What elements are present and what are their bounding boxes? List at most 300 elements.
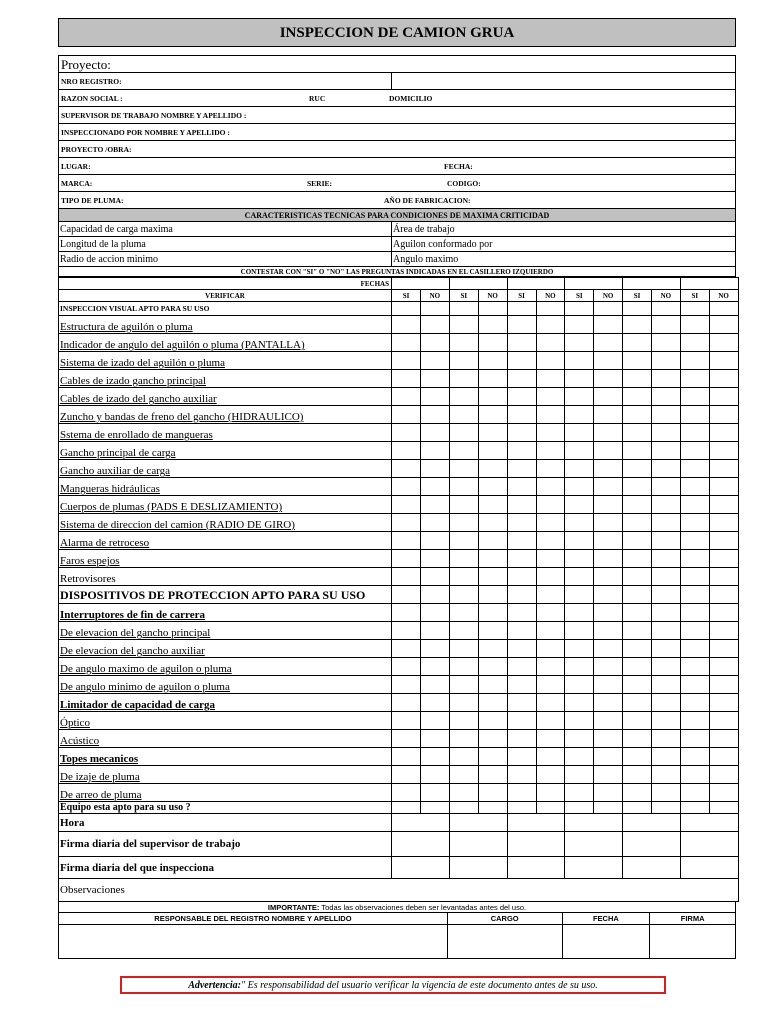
check-cell[interactable] xyxy=(449,334,478,352)
footer-cell[interactable] xyxy=(623,814,681,832)
check-cell[interactable] xyxy=(565,424,594,442)
check-cell[interactable] xyxy=(709,766,738,784)
check-cell[interactable] xyxy=(392,730,421,748)
check-cell[interactable] xyxy=(565,730,594,748)
check-cell[interactable] xyxy=(709,424,738,442)
check-cell[interactable] xyxy=(565,460,594,478)
check-cell[interactable] xyxy=(594,316,623,334)
header-row[interactable] xyxy=(58,124,736,141)
check-cell[interactable] xyxy=(652,784,681,802)
check-cell[interactable] xyxy=(623,532,652,550)
check-cell[interactable] xyxy=(652,460,681,478)
check-cell[interactable] xyxy=(421,748,450,766)
check-cell[interactable] xyxy=(449,658,478,676)
check-cell[interactable] xyxy=(680,550,709,568)
check-cell[interactable] xyxy=(623,586,652,604)
check-cell[interactable] xyxy=(652,604,681,622)
check-cell[interactable] xyxy=(536,370,565,388)
check-cell[interactable] xyxy=(680,676,709,694)
check-cell[interactable] xyxy=(392,370,421,388)
footer-cell[interactable] xyxy=(449,814,507,832)
check-cell[interactable] xyxy=(680,568,709,586)
check-cell[interactable] xyxy=(680,334,709,352)
check-cell[interactable] xyxy=(652,658,681,676)
check-cell[interactable] xyxy=(449,424,478,442)
check-cell[interactable] xyxy=(565,550,594,568)
footer-cell[interactable] xyxy=(623,832,681,857)
check-cell[interactable] xyxy=(623,460,652,478)
check-cell[interactable] xyxy=(421,694,450,712)
check-cell[interactable] xyxy=(680,586,709,604)
header-row[interactable] xyxy=(58,90,736,107)
check-cell[interactable] xyxy=(680,316,709,334)
check-cell[interactable] xyxy=(392,622,421,640)
check-cell[interactable] xyxy=(680,406,709,424)
check-cell[interactable] xyxy=(421,406,450,424)
check-cell[interactable] xyxy=(507,694,536,712)
check-cell[interactable] xyxy=(478,424,507,442)
check-cell[interactable] xyxy=(536,766,565,784)
check-cell[interactable] xyxy=(507,424,536,442)
check-cell[interactable] xyxy=(565,586,594,604)
check-cell[interactable] xyxy=(680,640,709,658)
check-cell[interactable] xyxy=(594,532,623,550)
check-cell[interactable] xyxy=(507,676,536,694)
check-cell[interactable] xyxy=(652,586,681,604)
check-cell[interactable] xyxy=(507,514,536,532)
check-cell[interactable] xyxy=(680,748,709,766)
check-cell[interactable] xyxy=(507,316,536,334)
check-cell[interactable] xyxy=(536,478,565,496)
check-cell[interactable] xyxy=(478,730,507,748)
check-cell[interactable] xyxy=(507,586,536,604)
check-cell[interactable] xyxy=(449,676,478,694)
check-cell[interactable] xyxy=(623,784,652,802)
check-cell[interactable] xyxy=(421,802,450,814)
check-cell[interactable] xyxy=(392,406,421,424)
check-cell[interactable] xyxy=(594,352,623,370)
check-cell[interactable] xyxy=(478,302,507,316)
check-cell[interactable] xyxy=(565,640,594,658)
check-cell[interactable] xyxy=(507,622,536,640)
check-cell[interactable] xyxy=(709,532,738,550)
observaciones-label[interactable]: Observaciones xyxy=(59,879,739,902)
tech-label-right[interactable]: Área de trabajo xyxy=(393,224,455,235)
check-cell[interactable] xyxy=(421,352,450,370)
check-cell[interactable] xyxy=(565,604,594,622)
check-cell[interactable] xyxy=(392,388,421,406)
check-cell[interactable] xyxy=(507,568,536,586)
check-cell[interactable] xyxy=(565,370,594,388)
check-cell[interactable] xyxy=(594,514,623,532)
check-cell[interactable] xyxy=(449,586,478,604)
check-cell[interactable] xyxy=(421,730,450,748)
check-cell[interactable] xyxy=(680,478,709,496)
footer-cell[interactable] xyxy=(507,832,565,857)
header-row[interactable] xyxy=(58,107,736,124)
check-cell[interactable] xyxy=(709,802,738,814)
check-cell[interactable] xyxy=(709,568,738,586)
check-cell[interactable] xyxy=(680,442,709,460)
check-cell[interactable] xyxy=(565,676,594,694)
check-cell[interactable] xyxy=(565,766,594,784)
check-cell[interactable] xyxy=(421,388,450,406)
check-cell[interactable] xyxy=(478,550,507,568)
check-cell[interactable] xyxy=(392,766,421,784)
check-cell[interactable] xyxy=(478,694,507,712)
check-cell[interactable] xyxy=(536,532,565,550)
check-cell[interactable] xyxy=(421,586,450,604)
footer-cell[interactable] xyxy=(680,832,738,857)
check-cell[interactable] xyxy=(421,604,450,622)
check-cell[interactable] xyxy=(478,784,507,802)
check-cell[interactable] xyxy=(680,460,709,478)
check-cell[interactable] xyxy=(594,766,623,784)
check-cell[interactable] xyxy=(623,640,652,658)
check-cell[interactable] xyxy=(536,748,565,766)
check-cell[interactable] xyxy=(680,352,709,370)
check-cell[interactable] xyxy=(536,302,565,316)
fecha-cell[interactable] xyxy=(680,278,738,290)
check-cell[interactable] xyxy=(478,316,507,334)
check-cell[interactable] xyxy=(680,712,709,730)
proyecto-field[interactable]: Proyecto: xyxy=(58,55,736,73)
check-cell[interactable] xyxy=(536,334,565,352)
check-cell[interactable] xyxy=(623,424,652,442)
check-cell[interactable] xyxy=(652,370,681,388)
check-cell[interactable] xyxy=(709,676,738,694)
check-cell[interactable] xyxy=(392,802,421,814)
check-cell[interactable] xyxy=(565,694,594,712)
check-cell[interactable] xyxy=(507,658,536,676)
check-cell[interactable] xyxy=(421,550,450,568)
check-cell[interactable] xyxy=(594,784,623,802)
check-cell[interactable] xyxy=(623,388,652,406)
check-cell[interactable] xyxy=(652,622,681,640)
check-cell[interactable] xyxy=(709,730,738,748)
check-cell[interactable] xyxy=(709,442,738,460)
check-cell[interactable] xyxy=(392,478,421,496)
check-cell[interactable] xyxy=(392,352,421,370)
check-cell[interactable] xyxy=(652,550,681,568)
fecha-cell[interactable] xyxy=(507,278,565,290)
check-cell[interactable] xyxy=(623,550,652,568)
check-cell[interactable] xyxy=(709,478,738,496)
check-cell[interactable] xyxy=(680,730,709,748)
check-cell[interactable] xyxy=(709,352,738,370)
check-cell[interactable] xyxy=(623,352,652,370)
check-cell[interactable] xyxy=(421,334,450,352)
check-cell[interactable] xyxy=(623,568,652,586)
check-cell[interactable] xyxy=(594,658,623,676)
check-cell[interactable] xyxy=(565,514,594,532)
check-cell[interactable] xyxy=(652,302,681,316)
check-cell[interactable] xyxy=(652,568,681,586)
check-cell[interactable] xyxy=(594,370,623,388)
check-cell[interactable] xyxy=(392,442,421,460)
check-cell[interactable] xyxy=(507,496,536,514)
check-cell[interactable] xyxy=(421,784,450,802)
footer-cell[interactable] xyxy=(565,857,623,879)
check-cell[interactable] xyxy=(392,712,421,730)
check-cell[interactable] xyxy=(623,406,652,424)
tech-label-left[interactable]: Radio de accion minimo xyxy=(59,252,392,266)
check-cell[interactable] xyxy=(449,514,478,532)
check-cell[interactable] xyxy=(421,676,450,694)
header-row[interactable] xyxy=(58,192,736,209)
check-cell[interactable] xyxy=(623,496,652,514)
check-cell[interactable] xyxy=(421,712,450,730)
check-cell[interactable] xyxy=(536,658,565,676)
check-cell[interactable] xyxy=(478,604,507,622)
check-cell[interactable] xyxy=(507,478,536,496)
check-cell[interactable] xyxy=(594,442,623,460)
check-cell[interactable] xyxy=(652,532,681,550)
responsable-column[interactable] xyxy=(650,913,735,958)
check-cell[interactable] xyxy=(449,730,478,748)
check-cell[interactable] xyxy=(623,334,652,352)
check-cell[interactable] xyxy=(709,514,738,532)
check-cell[interactable] xyxy=(536,442,565,460)
check-cell[interactable] xyxy=(449,352,478,370)
fecha-cell[interactable] xyxy=(565,278,623,290)
check-cell[interactable] xyxy=(392,514,421,532)
check-cell[interactable] xyxy=(565,388,594,406)
check-cell[interactable] xyxy=(623,514,652,532)
header-row[interactable] xyxy=(58,175,736,192)
check-cell[interactable] xyxy=(507,334,536,352)
check-cell[interactable] xyxy=(507,748,536,766)
check-cell[interactable] xyxy=(536,550,565,568)
check-cell[interactable] xyxy=(652,514,681,532)
check-cell[interactable] xyxy=(421,532,450,550)
check-cell[interactable] xyxy=(680,802,709,814)
check-cell[interactable] xyxy=(507,388,536,406)
check-cell[interactable] xyxy=(449,370,478,388)
footer-cell[interactable] xyxy=(507,857,565,879)
check-cell[interactable] xyxy=(623,712,652,730)
check-cell[interactable] xyxy=(623,302,652,316)
check-cell[interactable] xyxy=(507,784,536,802)
check-cell[interactable] xyxy=(478,442,507,460)
check-cell[interactable] xyxy=(478,766,507,784)
check-cell[interactable] xyxy=(680,532,709,550)
check-cell[interactable] xyxy=(594,802,623,814)
check-cell[interactable] xyxy=(565,442,594,460)
check-cell[interactable] xyxy=(652,424,681,442)
check-cell[interactable] xyxy=(594,496,623,514)
check-cell[interactable] xyxy=(623,802,652,814)
check-cell[interactable] xyxy=(565,334,594,352)
check-cell[interactable] xyxy=(536,388,565,406)
check-cell[interactable] xyxy=(478,406,507,424)
check-cell[interactable] xyxy=(449,748,478,766)
check-cell[interactable] xyxy=(449,694,478,712)
check-cell[interactable] xyxy=(478,748,507,766)
check-cell[interactable] xyxy=(449,604,478,622)
check-cell[interactable] xyxy=(449,478,478,496)
check-cell[interactable] xyxy=(680,514,709,532)
check-cell[interactable] xyxy=(392,604,421,622)
footer-cell[interactable] xyxy=(449,832,507,857)
check-cell[interactable] xyxy=(709,460,738,478)
check-cell[interactable] xyxy=(680,302,709,316)
check-cell[interactable] xyxy=(421,442,450,460)
fecha-cell[interactable] xyxy=(623,278,681,290)
check-cell[interactable] xyxy=(565,748,594,766)
check-cell[interactable] xyxy=(709,694,738,712)
check-cell[interactable] xyxy=(421,424,450,442)
footer-cell[interactable] xyxy=(680,857,738,879)
header-row[interactable] xyxy=(58,73,736,90)
check-cell[interactable] xyxy=(449,622,478,640)
check-cell[interactable] xyxy=(709,406,738,424)
responsable-column[interactable] xyxy=(563,913,651,958)
check-cell[interactable] xyxy=(680,694,709,712)
check-cell[interactable] xyxy=(594,712,623,730)
check-cell[interactable] xyxy=(623,676,652,694)
tech-label-right[interactable]: Aguilon conformado por xyxy=(393,239,493,250)
check-cell[interactable] xyxy=(536,586,565,604)
check-cell[interactable] xyxy=(536,352,565,370)
check-cell[interactable] xyxy=(623,766,652,784)
check-cell[interactable] xyxy=(421,658,450,676)
check-cell[interactable] xyxy=(449,460,478,478)
check-cell[interactable] xyxy=(709,316,738,334)
check-cell[interactable] xyxy=(594,478,623,496)
check-cell[interactable] xyxy=(449,712,478,730)
check-cell[interactable] xyxy=(421,766,450,784)
check-cell[interactable] xyxy=(478,802,507,814)
check-cell[interactable] xyxy=(623,622,652,640)
check-cell[interactable] xyxy=(565,622,594,640)
footer-cell[interactable] xyxy=(392,857,450,879)
responsable-column[interactable] xyxy=(448,913,563,958)
check-cell[interactable] xyxy=(594,424,623,442)
check-cell[interactable] xyxy=(392,316,421,334)
check-cell[interactable] xyxy=(652,748,681,766)
check-cell[interactable] xyxy=(478,352,507,370)
check-cell[interactable] xyxy=(565,302,594,316)
check-cell[interactable] xyxy=(536,712,565,730)
check-cell[interactable] xyxy=(709,302,738,316)
check-cell[interactable] xyxy=(536,496,565,514)
check-cell[interactable] xyxy=(565,316,594,334)
check-cell[interactable] xyxy=(652,730,681,748)
check-cell[interactable] xyxy=(623,370,652,388)
check-cell[interactable] xyxy=(680,370,709,388)
check-cell[interactable] xyxy=(421,370,450,388)
check-cell[interactable] xyxy=(507,442,536,460)
check-cell[interactable] xyxy=(594,406,623,424)
check-cell[interactable] xyxy=(709,496,738,514)
check-cell[interactable] xyxy=(709,712,738,730)
check-cell[interactable] xyxy=(594,748,623,766)
check-cell[interactable] xyxy=(392,532,421,550)
check-cell[interactable] xyxy=(594,460,623,478)
check-cell[interactable] xyxy=(421,478,450,496)
check-cell[interactable] xyxy=(507,766,536,784)
check-cell[interactable] xyxy=(709,388,738,406)
check-cell[interactable] xyxy=(421,622,450,640)
check-cell[interactable] xyxy=(507,302,536,316)
check-cell[interactable] xyxy=(449,802,478,814)
check-cell[interactable] xyxy=(709,586,738,604)
check-cell[interactable] xyxy=(652,766,681,784)
check-cell[interactable] xyxy=(536,730,565,748)
check-cell[interactable] xyxy=(507,604,536,622)
check-cell[interactable] xyxy=(594,640,623,658)
check-cell[interactable] xyxy=(478,532,507,550)
check-cell[interactable] xyxy=(652,442,681,460)
check-cell[interactable] xyxy=(392,694,421,712)
check-cell[interactable] xyxy=(652,388,681,406)
check-cell[interactable] xyxy=(594,622,623,640)
check-cell[interactable] xyxy=(421,640,450,658)
check-cell[interactable] xyxy=(594,550,623,568)
check-cell[interactable] xyxy=(594,586,623,604)
check-cell[interactable] xyxy=(594,302,623,316)
header-row[interactable] xyxy=(58,141,736,158)
check-cell[interactable] xyxy=(536,460,565,478)
check-cell[interactable] xyxy=(421,460,450,478)
check-cell[interactable] xyxy=(507,802,536,814)
check-cell[interactable] xyxy=(680,388,709,406)
check-cell[interactable] xyxy=(709,370,738,388)
check-cell[interactable] xyxy=(449,316,478,334)
check-cell[interactable] xyxy=(709,604,738,622)
check-cell[interactable] xyxy=(623,316,652,334)
check-cell[interactable] xyxy=(652,496,681,514)
fecha-cell[interactable] xyxy=(392,278,450,290)
check-cell[interactable] xyxy=(536,784,565,802)
check-cell[interactable] xyxy=(536,316,565,334)
check-cell[interactable] xyxy=(449,496,478,514)
check-cell[interactable] xyxy=(478,388,507,406)
check-cell[interactable] xyxy=(421,302,450,316)
check-cell[interactable] xyxy=(421,568,450,586)
check-cell[interactable] xyxy=(507,550,536,568)
tech-label-left[interactable]: Longitud de la pluma xyxy=(59,237,392,251)
check-cell[interactable] xyxy=(680,658,709,676)
check-cell[interactable] xyxy=(680,604,709,622)
check-cell[interactable] xyxy=(652,640,681,658)
check-cell[interactable] xyxy=(392,460,421,478)
header-row[interactable] xyxy=(58,158,736,175)
check-cell[interactable] xyxy=(478,370,507,388)
check-cell[interactable] xyxy=(507,730,536,748)
check-cell[interactable] xyxy=(594,676,623,694)
check-cell[interactable] xyxy=(536,622,565,640)
check-cell[interactable] xyxy=(507,370,536,388)
check-cell[interactable] xyxy=(652,694,681,712)
check-cell[interactable] xyxy=(392,658,421,676)
check-cell[interactable] xyxy=(392,334,421,352)
check-cell[interactable] xyxy=(680,496,709,514)
check-cell[interactable] xyxy=(507,532,536,550)
check-cell[interactable] xyxy=(449,766,478,784)
check-cell[interactable] xyxy=(536,568,565,586)
check-cell[interactable] xyxy=(449,784,478,802)
check-cell[interactable] xyxy=(623,730,652,748)
fecha-cell[interactable] xyxy=(449,278,507,290)
check-cell[interactable] xyxy=(709,622,738,640)
check-cell[interactable] xyxy=(536,640,565,658)
footer-cell[interactable] xyxy=(392,832,450,857)
check-cell[interactable] xyxy=(536,694,565,712)
check-cell[interactable] xyxy=(709,748,738,766)
check-cell[interactable] xyxy=(565,802,594,814)
